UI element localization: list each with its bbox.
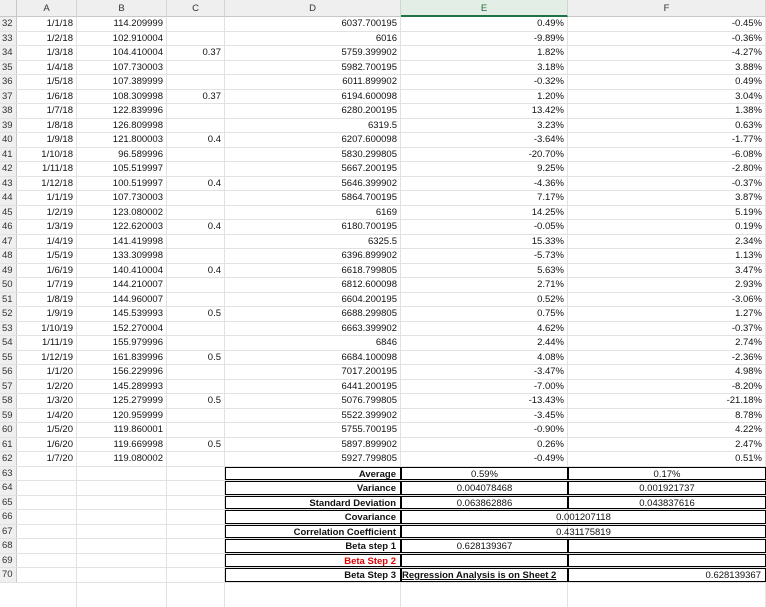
- sheet-row: [0, 293, 766, 308]
- column-header-f[interactable]: F: [568, 0, 766, 17]
- sheet-row: [0, 525, 766, 540]
- cell-index[interactable]: 5982.700195: [341, 61, 397, 73]
- cell-date[interactable]: 1/5/18: [46, 76, 73, 87]
- cell-stock-return[interactable]: 4.08%: [537, 351, 564, 363]
- cell-index-return[interactable]: 3.88%: [735, 61, 762, 73]
- cell-index-return[interactable]: 3.87%: [735, 192, 762, 203]
- sheet-row: [0, 409, 766, 424]
- cell-index-return[interactable]: -2.80%: [731, 163, 762, 174]
- cell-date[interactable]: 1/1/18: [46, 18, 73, 29]
- cell-index[interactable]: 5667.200195: [341, 163, 397, 174]
- row-number[interactable]: 56: [0, 365, 17, 379]
- cell-dividend[interactable]: [167, 61, 225, 75]
- cell-stock-return[interactable]: -3.45%: [533, 409, 564, 421]
- summary-value-f[interactable]: 0.628139367: [568, 568, 766, 582]
- summary-label[interactable]: Beta Step 2: [225, 554, 401, 568]
- cell-index[interactable]: 5076.799805: [341, 395, 397, 406]
- cell-dividend[interactable]: 0.4: [207, 177, 221, 189]
- cell-stock-return[interactable]: -0.05%: [533, 221, 564, 232]
- cell-index[interactable]: 6688.299805: [341, 308, 397, 319]
- cell-date[interactable]: 1/6/18: [46, 90, 73, 102]
- sheet-row: [0, 322, 766, 337]
- cell-price[interactable]: 107.730003: [112, 192, 163, 203]
- cell-dividend[interactable]: [167, 206, 225, 220]
- cell-index-return[interactable]: 4.98%: [735, 366, 762, 377]
- cell-dividend[interactable]: [167, 365, 225, 379]
- cell-price[interactable]: 123.080002: [112, 206, 163, 218]
- cell-index-return[interactable]: -2.36%: [731, 351, 762, 363]
- summary-label[interactable]: Standard Deviation: [225, 496, 401, 510]
- cell-date[interactable]: 1/3/18: [46, 47, 73, 58]
- row-number[interactable]: 61: [0, 438, 17, 452]
- sheet-row: [0, 365, 766, 380]
- row-number[interactable]: 53: [0, 322, 17, 336]
- cell-date[interactable]: 1/6/20: [46, 438, 73, 450]
- cell-price[interactable]: 100.519997: [112, 177, 163, 189]
- sheet-row: [0, 336, 766, 351]
- cell-price[interactable]: 156.229996: [112, 366, 163, 377]
- cell-price[interactable]: 152.270004: [112, 322, 163, 334]
- summary-value-merged[interactable]: 0.001207118: [401, 510, 766, 524]
- cell-index[interactable]: 6194.600098: [341, 90, 397, 102]
- row-number[interactable]: 57: [0, 380, 17, 394]
- sheet-row: [0, 452, 766, 467]
- cell-stock-return[interactable]: -3.47%: [533, 366, 564, 377]
- cell-date[interactable]: 1/6/19: [46, 264, 73, 276]
- row-number[interactable]: 41: [0, 148, 17, 162]
- cell-index-return[interactable]: 3.04%: [735, 90, 762, 102]
- row-number[interactable]: 48: [0, 249, 17, 263]
- sheet-row: [0, 17, 766, 32]
- cell-price[interactable]: 140.410004: [112, 264, 163, 276]
- cell-index[interactable]: 6280.200195: [341, 105, 397, 116]
- row-number[interactable]: 39: [0, 119, 17, 133]
- cell-index[interactable]: 5646.399902: [341, 177, 397, 189]
- cell-date[interactable]: 1/8/19: [46, 293, 73, 305]
- sheet-row: [0, 496, 766, 511]
- cell-price[interactable]: 133.309998: [112, 250, 163, 261]
- cell-date[interactable]: 1/11/18: [42, 163, 73, 174]
- row-number[interactable]: 52: [0, 307, 17, 321]
- cell-price[interactable]: 114.209999: [113, 18, 163, 29]
- cell-index[interactable]: 6207.600098: [341, 134, 397, 145]
- cell-index-return[interactable]: 0.51%: [735, 453, 762, 464]
- cell-dividend[interactable]: [167, 191, 225, 205]
- sheet-row: [0, 119, 766, 134]
- cell-stock-return[interactable]: -7.00%: [533, 380, 564, 392]
- cell-index[interactable]: 6684.100098: [341, 351, 397, 363]
- cell-index[interactable]: 5927.799805: [341, 453, 397, 464]
- cell-stock-return[interactable]: -0.32%: [533, 76, 564, 87]
- cell-dividend[interactable]: 0.4: [207, 264, 221, 276]
- row-number[interactable]: 55: [0, 351, 17, 365]
- cell-stock-return[interactable]: 4.62%: [537, 322, 564, 334]
- cell-index-return[interactable]: 0.49%: [735, 76, 762, 87]
- cell-index-return[interactable]: -1.77%: [731, 134, 762, 145]
- cell-index[interactable]: 6604.200195: [341, 293, 397, 305]
- cell-stock-return[interactable]: -4.36%: [533, 177, 564, 189]
- cell-stock-return[interactable]: 9.25%: [537, 163, 564, 174]
- cell-index[interactable]: 6011.899902: [342, 76, 397, 87]
- sheet-row: [0, 133, 766, 148]
- row-number[interactable]: 38: [0, 104, 17, 118]
- cell-stock-return[interactable]: 0.75%: [537, 308, 564, 319]
- cell-date[interactable]: 1/4/19: [46, 235, 73, 247]
- cell-dividend[interactable]: 0.37: [202, 90, 221, 102]
- row-number[interactable]: 32: [0, 17, 17, 31]
- sheet-row: [0, 380, 766, 395]
- cell-index[interactable]: 5897.899902: [341, 438, 397, 450]
- cell-index[interactable]: 6441.200195: [341, 380, 397, 392]
- cell-stock-return[interactable]: -3.64%: [533, 134, 564, 145]
- summary-label[interactable]: Beta step 1: [225, 539, 401, 553]
- row-number[interactable]: 50: [0, 278, 17, 292]
- cell-price[interactable]: 121.800003: [112, 134, 163, 145]
- cell-price[interactable]: 126.809998: [112, 119, 163, 131]
- cell-index[interactable]: 6618.799805: [341, 264, 397, 276]
- cell-date[interactable]: 1/2/20: [46, 380, 73, 392]
- summary-value-f[interactable]: [568, 539, 766, 553]
- summary-label[interactable]: Variance: [225, 481, 401, 495]
- summary-value-f[interactable]: [568, 554, 766, 568]
- cell-stock-return[interactable]: 1.82%: [537, 47, 564, 58]
- cell-index-return[interactable]: 0.19%: [735, 221, 762, 232]
- cell-stock-return[interactable]: 2.44%: [537, 337, 564, 348]
- sheet-row: [0, 264, 766, 279]
- cell-dividend[interactable]: [167, 162, 225, 176]
- cell-dividend[interactable]: [167, 249, 225, 263]
- cell-stock-return[interactable]: 0.26%: [537, 438, 564, 450]
- row-number[interactable]: 65: [0, 496, 17, 510]
- row-number[interactable]: 42: [0, 162, 17, 176]
- cell-index-return[interactable]: 5.19%: [735, 206, 762, 218]
- cell-dividend[interactable]: [167, 148, 225, 162]
- row-number[interactable]: 62: [0, 452, 17, 466]
- cell-index-return[interactable]: 1.13%: [735, 250, 762, 261]
- cell-dividend[interactable]: 0.5: [207, 395, 221, 406]
- cell-index[interactable]: 6396.899902: [341, 250, 397, 261]
- cell-date[interactable]: 1/9/18: [46, 134, 73, 145]
- cell-index-return[interactable]: -3.06%: [731, 293, 762, 305]
- cell-price[interactable]: 119.860001: [113, 424, 163, 435]
- cell-stock-return[interactable]: -9.89%: [533, 32, 564, 44]
- cell-index[interactable]: 5755.700195: [341, 424, 397, 435]
- cell-price[interactable]: 161.839996: [112, 351, 163, 363]
- row-number[interactable]: 63: [0, 467, 17, 481]
- cell-index[interactable]: 6846: [375, 337, 397, 348]
- cell-date[interactable]: 1/10/19: [41, 322, 73, 334]
- cell-price[interactable]: 119.080002: [113, 453, 163, 464]
- cell-date[interactable]: 1/9/19: [46, 308, 73, 319]
- cell-stock-return[interactable]: 5.63%: [537, 264, 564, 276]
- sheet-row: [0, 61, 766, 76]
- cell-dividend[interactable]: [167, 293, 225, 307]
- sheet-row: [0, 481, 766, 496]
- cell-dividend[interactable]: 0.5: [207, 438, 221, 450]
- cell-date[interactable]: 1/4/18: [46, 61, 73, 73]
- cell-dividend[interactable]: [167, 336, 225, 350]
- summary-value-e[interactable]: 0.063862886: [401, 496, 568, 510]
- cell-dividend[interactable]: 0.4: [207, 221, 221, 232]
- sheet-row: [0, 206, 766, 221]
- cell-price[interactable]: 105.519997: [112, 163, 163, 174]
- regression-note[interactable]: Regression Analysis is on Sheet 2: [401, 568, 568, 582]
- cell-price[interactable]: 141.419998: [112, 235, 163, 247]
- sheet-row: [0, 467, 766, 482]
- summary-value-f[interactable]: 0.001921737: [568, 481, 766, 495]
- cell-stock-return[interactable]: 2.71%: [537, 279, 564, 290]
- sheet-row: [0, 438, 766, 453]
- cell-index-return[interactable]: -0.37%: [731, 322, 762, 334]
- sheet-row: [0, 104, 766, 119]
- summary-value-e[interactable]: [401, 554, 568, 568]
- cell-stock-return[interactable]: -13.43%: [528, 395, 564, 406]
- row-number[interactable]: 67: [0, 525, 17, 539]
- cell-stock-return[interactable]: 7.17%: [537, 192, 564, 203]
- cell-date[interactable]: 1/1/19: [46, 192, 73, 203]
- row-number[interactable]: 51: [0, 293, 17, 307]
- cell-date[interactable]: 1/12/19: [41, 351, 73, 363]
- cell-dividend[interactable]: [167, 322, 225, 336]
- summary-label[interactable]: Covariance: [225, 510, 401, 524]
- sheet-row: [0, 191, 766, 206]
- sheet-row: [0, 423, 766, 438]
- cell-price[interactable]: 125.279999: [112, 395, 163, 406]
- row-number[interactable]: 49: [0, 264, 17, 278]
- cell-index[interactable]: 6812.600098: [341, 279, 397, 290]
- cell-dividend[interactable]: [167, 104, 225, 118]
- summary-label[interactable]: Average: [225, 467, 401, 481]
- row-number[interactable]: 47: [0, 235, 17, 249]
- row-number[interactable]: 46: [0, 220, 17, 234]
- sheet-row: [0, 568, 766, 583]
- cell-date[interactable]: 1/12/18: [41, 177, 73, 189]
- cell-dividend[interactable]: [167, 278, 225, 292]
- row-number[interactable]: 64: [0, 481, 17, 495]
- cell-price[interactable]: 96.589996: [118, 148, 163, 160]
- sheet-row: [0, 162, 766, 177]
- cell-index[interactable]: 6037.700195: [341, 18, 397, 29]
- row-number[interactable]: 33: [0, 32, 17, 46]
- summary-value-f[interactable]: 0.043837616: [568, 496, 766, 510]
- summary-value-merged[interactable]: 0.431175819: [401, 525, 766, 539]
- cell-price[interactable]: 144.210007: [112, 279, 163, 290]
- summary-value-e[interactable]: 0.004078468: [401, 481, 568, 495]
- cell-index-return[interactable]: 2.47%: [735, 438, 762, 450]
- sheet-row: [0, 90, 766, 105]
- summary-value-f[interactable]: 0.17%: [568, 467, 766, 481]
- cell-index-return[interactable]: -0.45%: [731, 18, 762, 29]
- cell-index[interactable]: 6319.5: [367, 119, 397, 131]
- cell-price[interactable]: 119.669998: [113, 438, 163, 450]
- row-number[interactable]: 45: [0, 206, 17, 220]
- sheet-row: [0, 278, 766, 293]
- cell-dividend[interactable]: [167, 75, 225, 89]
- cell-index[interactable]: 5522.399902: [341, 409, 397, 421]
- column-header-c[interactable]: C: [167, 0, 225, 17]
- cell-dividend[interactable]: 0.37: [202, 47, 221, 58]
- cell-date[interactable]: 1/5/19: [46, 250, 73, 261]
- row-number[interactable]: 58: [0, 394, 17, 408]
- cell-index-return[interactable]: 1.27%: [735, 308, 762, 319]
- cell-stock-return[interactable]: 3.18%: [537, 61, 564, 73]
- cell-dividend[interactable]: [167, 409, 225, 423]
- cell-date[interactable]: 1/2/18: [46, 32, 73, 44]
- summary-value-e[interactable]: 0.59%: [401, 467, 568, 481]
- cell-date[interactable]: 1/11/19: [42, 337, 73, 348]
- cell-index-return[interactable]: -4.27%: [731, 47, 762, 58]
- cell-stock-return[interactable]: 0.49%: [537, 18, 564, 29]
- sheet-row: [0, 351, 766, 366]
- sheet-row: [0, 148, 766, 163]
- column-header-d[interactable]: D: [225, 0, 401, 17]
- cell-stock-return[interactable]: 0.52%: [537, 293, 564, 305]
- cell-index[interactable]: 7017.200195: [341, 366, 397, 377]
- row-number[interactable]: 44: [0, 191, 17, 205]
- cell-price[interactable]: 107.389999: [112, 76, 163, 87]
- sheet-row: [0, 307, 766, 322]
- cell-date[interactable]: 1/2/19: [46, 206, 73, 218]
- cell-price[interactable]: 108.309998: [112, 90, 163, 102]
- sheet-row: [0, 539, 766, 554]
- sheet-row: [0, 394, 766, 409]
- cell-date[interactable]: 1/7/19: [46, 279, 73, 290]
- cell-dividend[interactable]: [167, 452, 225, 466]
- cell-date[interactable]: 1/4/20: [46, 409, 73, 421]
- cell-index-return[interactable]: 2.93%: [735, 279, 762, 290]
- cell-date[interactable]: 1/1/20: [46, 366, 73, 377]
- sheet-row: [0, 235, 766, 250]
- row-number[interactable]: 34: [0, 46, 17, 60]
- row-number[interactable]: 70: [0, 568, 17, 582]
- column-header-a[interactable]: A: [17, 0, 77, 17]
- cell-dividend[interactable]: [167, 423, 225, 437]
- cell-price[interactable]: 145.289993: [112, 380, 163, 392]
- row-number[interactable]: 59: [0, 409, 17, 423]
- sheet-row: [0, 249, 766, 264]
- cell-price[interactable]: 155.979996: [112, 337, 163, 348]
- cell-stock-return[interactable]: -0.49%: [533, 453, 564, 464]
- cell-stock-return[interactable]: -0.90%: [533, 424, 564, 435]
- cell-date[interactable]: 1/8/18: [46, 119, 73, 131]
- cell-price[interactable]: 102.910004: [112, 32, 163, 44]
- row-number[interactable]: 66: [0, 510, 17, 524]
- sheet-row: [0, 554, 766, 569]
- cell-date[interactable]: 1/3/20: [46, 395, 73, 406]
- cell-dividend[interactable]: [167, 119, 225, 133]
- cell-price[interactable]: 120.959999: [112, 409, 163, 421]
- cell-index-return[interactable]: -0.37%: [731, 177, 762, 189]
- cell-index[interactable]: 6180.700195: [341, 221, 397, 232]
- cell-index[interactable]: 5759.399902: [341, 47, 397, 58]
- sheet-row: [0, 220, 766, 235]
- cell-price[interactable]: 122.839996: [112, 105, 163, 116]
- cell-dividend[interactable]: [167, 380, 225, 394]
- cell-stock-return[interactable]: 1.20%: [537, 90, 564, 102]
- cell-date[interactable]: 1/7/18: [46, 105, 73, 116]
- cell-dividend[interactable]: [167, 235, 225, 249]
- row-number[interactable]: 54: [0, 336, 17, 350]
- cell-index-return[interactable]: -8.20%: [731, 380, 762, 392]
- cell-index-return[interactable]: 8.78%: [735, 409, 762, 421]
- cell-price[interactable]: 122.620003: [112, 221, 163, 232]
- cell-date[interactable]: 1/7/20: [46, 453, 73, 464]
- cell-stock-return[interactable]: 15.33%: [531, 235, 564, 247]
- summary-label[interactable]: Beta Step 3: [225, 568, 401, 582]
- select-all-corner[interactable]: [0, 0, 17, 17]
- cell-price[interactable]: 107.730003: [112, 61, 163, 73]
- cell-index[interactable]: 6325.5: [367, 235, 397, 247]
- row-number[interactable]: 68: [0, 539, 17, 553]
- cell-stock-return[interactable]: -20.70%: [528, 148, 564, 160]
- cell-index[interactable]: 5830.299805: [341, 148, 397, 160]
- cell-dividend[interactable]: 0.5: [207, 308, 221, 319]
- cell-stock-return[interactable]: 3.23%: [537, 119, 564, 131]
- cell-stock-return[interactable]: -5.73%: [533, 250, 564, 261]
- cell-index-return[interactable]: 0.63%: [735, 119, 762, 131]
- cell-price[interactable]: 104.410004: [112, 47, 163, 58]
- sheet-row: [0, 510, 766, 525]
- row-number[interactable]: 37: [0, 90, 17, 104]
- cell-index-return[interactable]: 3.47%: [735, 264, 762, 276]
- cell-dividend[interactable]: 0.5: [207, 351, 221, 363]
- cell-index-return[interactable]: -6.08%: [731, 148, 762, 160]
- sheet-row: [0, 177, 766, 192]
- cell-date[interactable]: 1/5/20: [46, 424, 73, 435]
- cell-index-return[interactable]: -21.18%: [726, 395, 762, 406]
- cell-date[interactable]: 1/10/18: [41, 148, 73, 160]
- cell-date[interactable]: 1/3/19: [46, 221, 73, 232]
- row-number[interactable]: 43: [0, 177, 17, 191]
- column-header-e[interactable]: E: [401, 0, 568, 17]
- row-number[interactable]: 69: [0, 554, 17, 568]
- sheet-row: [0, 46, 766, 61]
- summary-label[interactable]: Correlation Coefficient: [225, 525, 401, 539]
- column-header-b[interactable]: B: [77, 0, 167, 17]
- cell-dividend[interactable]: 0.4: [207, 134, 221, 145]
- cell-index[interactable]: 5864.700195: [341, 192, 397, 203]
- cell-dividend[interactable]: [167, 17, 225, 31]
- sheet-row: [0, 75, 766, 90]
- cell-index[interactable]: 6169: [375, 206, 397, 218]
- cell-index-return[interactable]: 4.22%: [735, 424, 762, 435]
- row-number[interactable]: 35: [0, 61, 17, 75]
- cell-index-return[interactable]: -0.36%: [731, 32, 762, 44]
- cell-price[interactable]: 145.539993: [112, 308, 163, 319]
- cell-dividend[interactable]: [167, 32, 225, 46]
- row-number[interactable]: 60: [0, 423, 17, 437]
- cell-stock-return[interactable]: 14.25%: [531, 206, 564, 218]
- cell-stock-return[interactable]: 13.42%: [531, 105, 564, 116]
- cell-price[interactable]: 144.960007: [112, 293, 163, 305]
- sheet-row: [0, 32, 766, 47]
- summary-value-e[interactable]: 0.628139367: [401, 539, 568, 553]
- cell-index[interactable]: 6016: [375, 32, 397, 44]
- row-number[interactable]: 36: [0, 75, 17, 89]
- row-number[interactable]: 40: [0, 133, 17, 147]
- cell-index[interactable]: 6663.399902: [341, 322, 397, 334]
- cell-index-return[interactable]: 1.38%: [735, 105, 762, 116]
- cell-index-return[interactable]: 2.34%: [735, 235, 762, 247]
- cell-index-return[interactable]: 2.74%: [735, 337, 762, 348]
